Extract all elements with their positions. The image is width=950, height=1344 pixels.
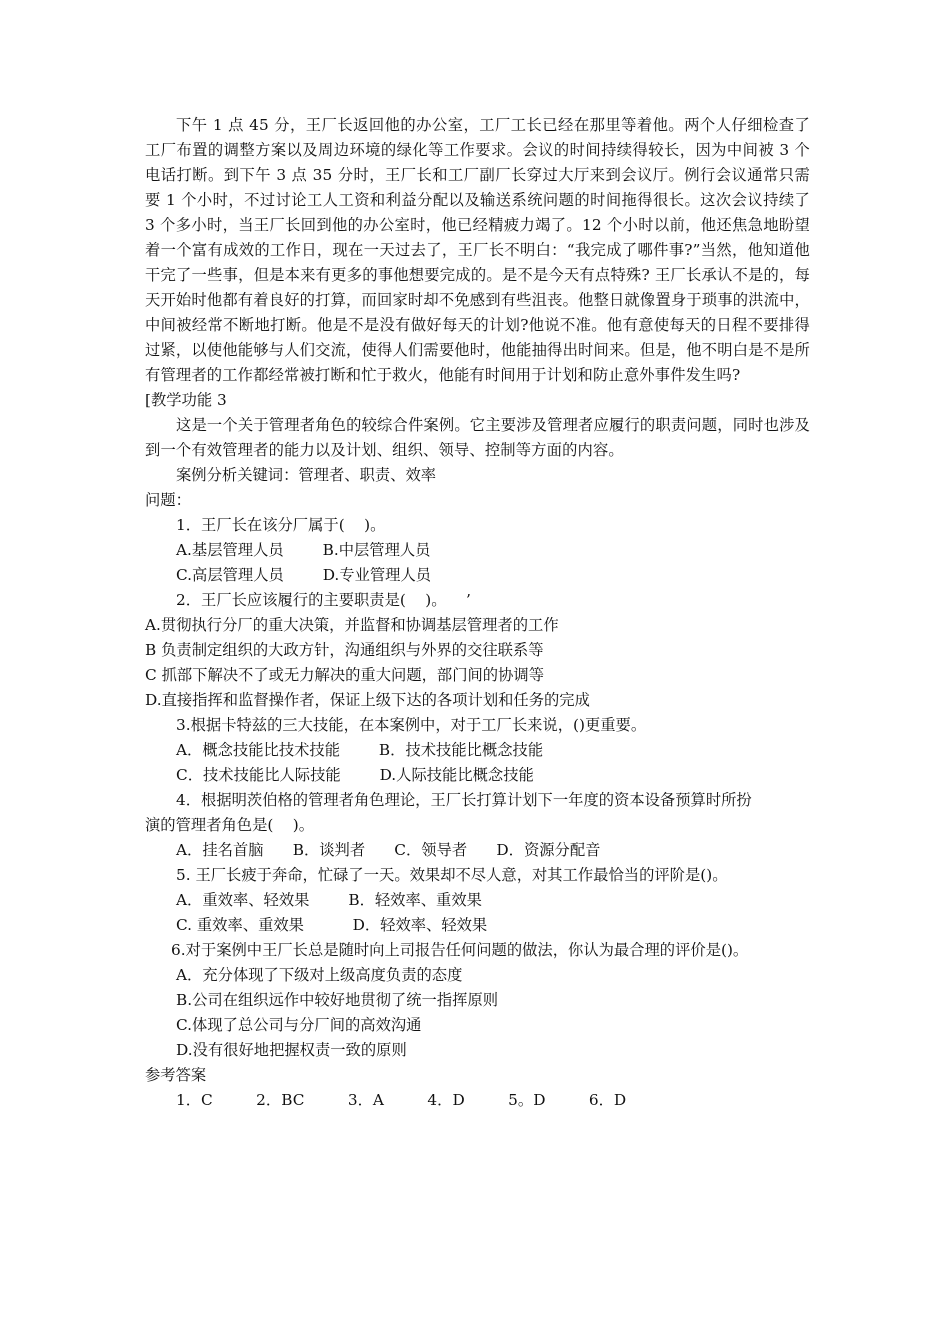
- question-3-options-row-1: A．概念技能比技术技能 B．技术技能比概念技能: [176, 741, 544, 759]
- question-2-option-c: C 抓部下解决不了或无力解决的重大问题，部门间的协调等: [145, 666, 544, 684]
- question-2-option-b: B 负责制定组织的大政方针，沟通组织与外界的交往联系等: [145, 641, 544, 659]
- keywords-line: 案例分析关键词：管理者、职责、效率: [176, 466, 437, 484]
- question-1-stem: 1．王厂长在该分厂属于( )。: [176, 516, 386, 534]
- question-3-options-row-2: C．技术技能比人际技能 D.人际技能比概念技能: [176, 766, 534, 784]
- question-4-stem-line-2: 演的管理者角色是( )。: [145, 816, 315, 834]
- teaching-function-heading: [教学功能 3: [145, 391, 227, 409]
- question-6-option-b: B.公司在组织远作中较好地贯彻了统一指挥原则: [176, 991, 499, 1009]
- question-6-option-d: D.没有很好地把握权责一致的原则: [176, 1041, 407, 1059]
- question-2-option-d: D.直接指挥和监督操作者，保证上级下达的各项计划和任务的完成: [145, 691, 590, 709]
- questions-heading: 问题：: [145, 491, 191, 509]
- question-3-stem: 3.根据卡特兹的三大技能，在本案例中，对于工厂长来说，()更重要。: [176, 716, 647, 734]
- question-6-option-c: C.体现了总公司与分厂间的高效沟通: [176, 1016, 422, 1034]
- case-paragraph: 下午 1 点 45 分，王厂长返回他的办公室，工厂工长已经在那里等着他。两个人仔细检查了工厂布置的调整方案以及周边环境的绿化等工作要求。会议的时间持续得较长，因为中间被 3 个电话打断。到下午 3 点 35 分时，王厂长和工厂副厂长穿过大厅来到会议厅。例行会议通常只需要 1 个小时，不过讨论工人工资和利益分配以及输送系统问题的时间拖得很长。这次会议持续了 3 个多小时，当王厂长回到他的办公室时，他已经精疲力竭了。12 个小时以前，他还焦急地盼望着一个富有成效的工作日，现在一天过去了，王厂长不明白：“我完成了哪件事?”当然，他知道他干完了一些事，但是本来有更多的事他想要完成的。是不是今天有点特殊? 王厂长承认不是的，每天开始时他都有着良好的打算，而回家时却不免感到有些沮丧。他整日就像置身于琐事的洪流中，中间被经常不断地打断。他是不是没有做好每天的计划?他说不准。他有意使每天的日程不要排得过紧，以使他能够与人们交流，使得人们需要他时，他能抽得出时间来。但是，他不明白是不是所有管理者的工作都经常被打断和忙于救火，他能有时间用于计划和防止意外事件发生吗?: [145, 116, 810, 384]
- teaching-paragraph: 这是一个关于管理者角色的较综合件案例。它主要涉及管理者应履行的职责问题，同时也涉及到一个有效管理者的能力以及计划、组织、领导、控制等方面的内容。: [145, 416, 810, 459]
- question-4-stem-line-1: 4．根据明茨伯格的管理者角色理论，王厂长打算计划下一年度的资本设备预算时所扮: [176, 791, 752, 809]
- question-5-options-row-2: C. 重效率、重效果 D．轻效率、轻效果: [176, 916, 488, 934]
- question-4-options-row: A．挂名首脑 B．谈判者 C．领导者 D．资源分配音: [176, 841, 601, 859]
- question-5-options-row-1: A．重效率、轻效果 B．轻效率、重效果: [176, 891, 482, 909]
- document-page: [145, 113, 810, 1113]
- question-2-option-a: A.贯彻执行分厂的重大决策，并监督和协调基层管理者的工作: [145, 616, 559, 634]
- answers-heading: 参考答案: [145, 1066, 207, 1084]
- question-2-stem: 2．王厂长应该履行的主要职责是( )。 ’: [176, 591, 471, 609]
- question-1-options-row-1: A.基层管理人员 B.中层管理人员: [176, 541, 431, 559]
- question-5-stem: 5. 王厂长疲于奔命，忙碌了一天。效果却不尽人意，对其工作最恰当的评阶是()。: [176, 866, 728, 884]
- question-6-option-a: A．充分体现了下级对上级高度负责的态度: [176, 966, 463, 984]
- answers-line: 1．C 2．BC 3．A 4．D 5。D 6．D: [176, 1091, 627, 1109]
- question-1-options-row-2: C.高层管理人员 D.专业管理人员: [176, 566, 432, 584]
- question-6-stem: 6.对于案例中王厂长总是随时向上司报告任何问题的做法，你认为最合理的评价是()。: [171, 941, 749, 959]
